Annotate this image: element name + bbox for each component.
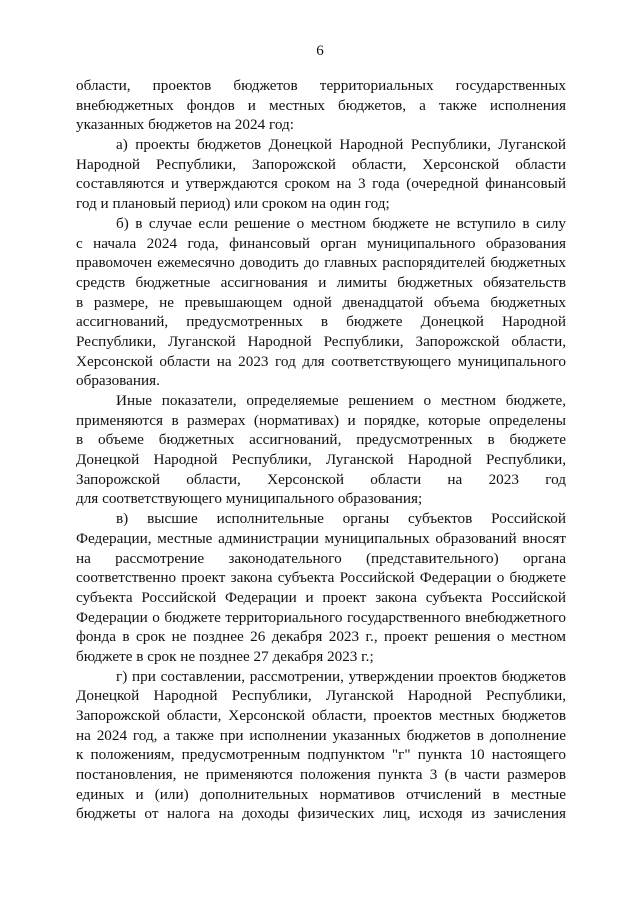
text-line: б) в случае если решение о местном бюджете не вступило в силу (116, 214, 566, 232)
text-line: Херсонской области на 2023 год для соответствующего муниципального (76, 352, 566, 370)
text-line: в объеме бюджетных ассигнований, предусмотренных в бюджете (76, 431, 566, 449)
text-line: образования. (76, 372, 160, 390)
text-line: бюджеты от налога на доходы физических лиц, исходя из зачисления (76, 805, 566, 823)
document-body (76, 76, 566, 824)
text-line: бюджете в срок не позднее 27 декабря 2023 г.; (76, 647, 374, 665)
text-line: для соответствующего муниципального образования; (76, 490, 423, 508)
text-line: соответственно проект закона субъекта Российской Федерации о бюджете (76, 569, 566, 587)
text-line: с начала 2024 года, финансовый орган муниципального образования (76, 234, 566, 252)
page-number: 6 (316, 43, 324, 59)
text-line: применяются в размерах (нормативах) и порядке, которые определены (76, 411, 566, 429)
text-line: ассигнований, предусмотренных в бюджете Донецкой Народной (76, 313, 566, 331)
text-line: Иные показатели, определяемые решением о местном бюджете, (116, 392, 566, 409)
text-line: указанных бюджетов на 2024 год: (76, 116, 294, 134)
text-line: составляются и утверждаются сроком на 3 года (очередной финансовый (76, 175, 566, 193)
text-line: Запорожской области, Херсонской области на 2023 год (76, 470, 566, 488)
text-line: Донецкой Народной Республики, Луганской Народной Республики, (76, 451, 566, 469)
text-line: к положениям, предусмотренным подпунктом "г" пункта 10 настоящего (76, 746, 566, 764)
text-line: Республики, Луганской Народной Республики, Запорожской области, (76, 332, 566, 350)
text-line: на рассмотрение законодательного (представительного) органа (76, 549, 566, 567)
text-line: Народной Республики, Запорожской области, Херсонской области (76, 155, 566, 173)
text-line: Донецкой Народной Республики, Луганской Народной Республики, (76, 687, 566, 705)
text-line: на 2024 год, а также при исполнении указанных бюджетов в дополнение (76, 726, 566, 744)
text-line: субъекта Российской Федерации и проект закона субъекта Российской (76, 588, 566, 606)
text-line: Федерации о бюджете территориального государственного внебюджетного (76, 608, 566, 626)
text-line: Запорожской области, Херсонской области, проектов местных бюджетов (76, 707, 566, 724)
text-line: средств бюджетные ассигнования и лимиты бюджетных обязательств (76, 273, 566, 291)
text-line: единых и (или) дополнительных нормативов отчислений в местные (76, 785, 566, 803)
text-line: области, проектов бюджетов территориальных государственных (76, 77, 566, 94)
text-line: постановления, не применяются положения пункта 3 (в части размеров (76, 766, 566, 784)
text-line: внебюджетных фондов и местных бюджетов, а также исполнения (76, 96, 566, 114)
text-line: в) высшие исполнительные органы субъектов Российской (116, 510, 566, 528)
text-line: а) проекты бюджетов Донецкой Народной Республики, Луганской (116, 136, 566, 154)
text-line: фонда в срок не позднее 26 декабря 2023 г., проект решения о местном (76, 628, 566, 646)
text-line: в размере, не превышающем одной двенадцатой объема бюджетных (76, 293, 566, 311)
text-line: правомочен ежемесячно доводить до главных распорядителей бюджетных (76, 254, 566, 272)
text-line: г) при составлении, рассмотрении, утверждении проектов бюджетов (116, 667, 566, 685)
text-line: Федерации, местные администрации муниципальных образований вносят (76, 529, 566, 547)
text-line: год и плановый период) или сроком на один год; (76, 195, 390, 213)
